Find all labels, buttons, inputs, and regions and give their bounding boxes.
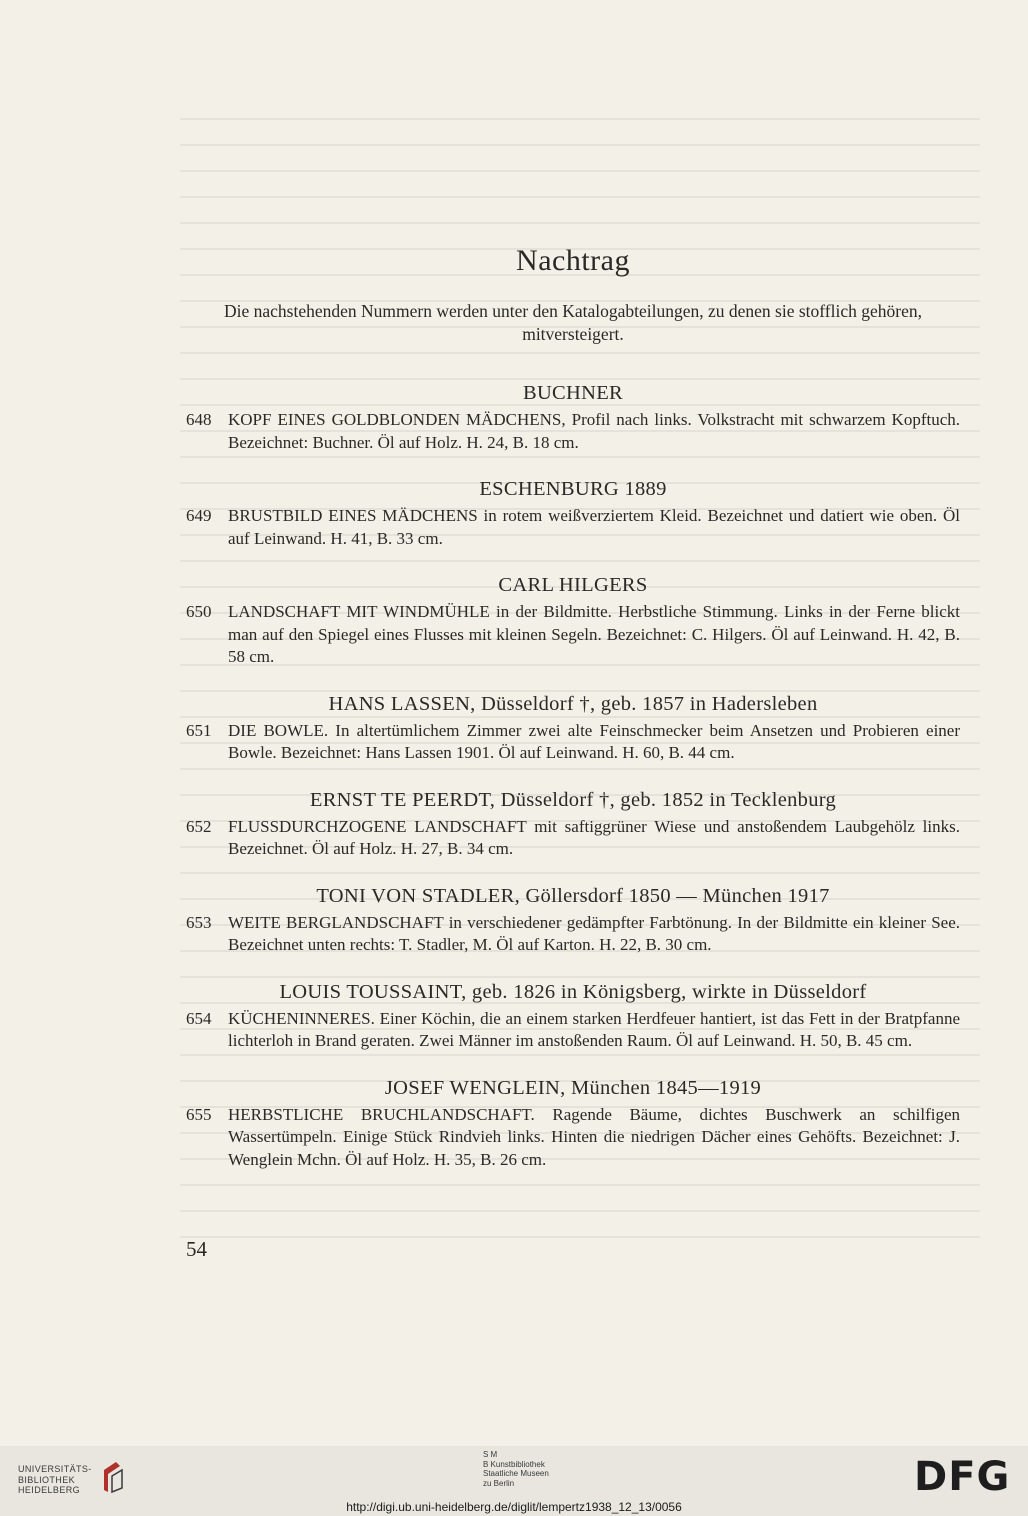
- lot-number: 650: [186, 602, 212, 621]
- smb-credit: [483, 1450, 549, 1488]
- university-library-name: [18, 1464, 92, 1496]
- artist-heading: LOUIS TOUSSAINT, geb. 1826 in Königsberg, wirkte in Düsseldorf: [279, 980, 867, 1003]
- footer-bar: [0, 1446, 1028, 1516]
- catalog-entry: [186, 912, 960, 957]
- lot-number: 648: [186, 410, 212, 429]
- catalog-section: [186, 883, 960, 957]
- university-line: UNIVERSITÄTS-: [18, 1464, 92, 1474]
- university-logo-icon: [98, 1460, 126, 1494]
- lot-description: LANDSCHAFT MIT WINDMÜHLE in der Bildmitte. Herbstliche Stimmung. Links in der Ferne blickt man auf den Spiegel eines Flusses mit kleinen Segeln. Bezeichnet: C. Hilgers. Öl auf Leinwand. H. 42, B. 58 cm.: [228, 602, 960, 666]
- lot-description: HERBSTLICHE BRUCHLANDSCHAFT. Ragende Bäume, dichtes Buschwerk an schilfigen Wassertümpeln. Einige Stück Rindvieh links. Hinten die niedrigen Dächer eines Gehöfts. Bezeichnet: J. Wenglein Mchn. Öl auf Holz. H. 35, B. 26 cm.: [228, 1104, 960, 1169]
- artist-heading: CARL HILGERS: [498, 574, 648, 596]
- artist-heading: ESCHENBURG 1889: [479, 478, 667, 500]
- lot-description: KÜCHENINNERES. Einer Köchin, die an einem starken Herdfeuer hantiert, ist das Fett in der Bratpfanne lichterloh in Brand geraten. Zwei Männer im anstoßenden Raum. Öl auf Leinwand. H. 50, B. 45 cm.: [228, 1008, 960, 1050]
- catalog-entry: [186, 505, 960, 550]
- page-number: 54: [186, 1237, 207, 1261]
- university-line: BIBLIOTHEK: [18, 1474, 76, 1485]
- smb-line: B Kunstbibliothek: [483, 1459, 545, 1469]
- lot-description: BRUSTBILD EINES MÄDCHENS in rotem weißverziertem Kleid. Bezeichnet und datiert wie oben. Öl auf Leinwand. H. 41, B. 33 cm.: [228, 506, 960, 548]
- page-title: Nachtrag: [516, 244, 630, 277]
- catalog-entry: [186, 816, 960, 861]
- lot-number: 649: [186, 506, 212, 525]
- lot-number: 652: [186, 816, 212, 836]
- artist-heading: JOSEF WENGLEIN, München 1845—1919: [384, 1076, 762, 1099]
- catalog-section: [186, 476, 960, 550]
- lot-number: 651: [186, 720, 212, 740]
- lot-description: KOPF EINES GOLDBLONDEN MÄDCHENS, Profil nach links. Volkstracht mit schwarzem Kopftuch. Bezeichnet: Buchner. Öl auf Holz. H. 24, B. 18 cm.: [228, 410, 960, 452]
- lot-description: WEITE BERGLANDSCHAFT in verschiedener gedämpfter Farbtönung. In der Bildmitte ein kleiner See. Bezeichnet unten rechts: T. Stadler, M. Öl auf Karton. H. 22, B. 30 cm.: [228, 912, 960, 954]
- catalog-section: [186, 787, 960, 861]
- artist-heading: TONI VON STADLER, Göllersdorf 1850 — München 1917: [316, 884, 830, 907]
- artist-heading: HANS LASSEN, Düsseldorf †, geb. 1857 in Hadersleben: [328, 692, 818, 715]
- artist-heading: ERNST TE PEERDT, Düsseldorf †, geb. 1852 in Tecklenburg: [309, 788, 837, 811]
- catalog-section: [186, 1075, 960, 1172]
- catalog-entry: [186, 720, 960, 765]
- lot-number: 653: [186, 912, 212, 932]
- catalog-section: [186, 979, 960, 1053]
- catalog-section: [186, 691, 960, 765]
- intro-text: Die nachstehenden Nummern werden unter den Katalogabteilungen, zu denen sie stofflich gehören, mitversteigert.: [224, 301, 922, 344]
- smb-line: S M: [483, 1450, 498, 1459]
- page-content: [186, 244, 960, 1193]
- lot-number: 655: [186, 1104, 212, 1124]
- source-url-link[interactable]: http://digi.ub.uni-heidelberg.de/diglit/lempertz1938_12_13/0056: [346, 1500, 682, 1514]
- lot-description: FLUSSDURCHZOGENE LANDSCHAFT mit saftiggrüner Wiese und anstoßendem Laubgehölz links. Bezeichnet. Öl auf Holz. H. 27, B. 34 cm.: [228, 816, 960, 858]
- smb-line: zu Berlin: [483, 1478, 515, 1488]
- catalog-entry: [186, 1008, 960, 1053]
- lot-number: 654: [186, 1008, 212, 1028]
- dfg-logo: DFG: [914, 1454, 1011, 1500]
- catalog-entry: [186, 1104, 960, 1172]
- catalog-entry: [186, 601, 960, 669]
- catalog-section: [186, 572, 960, 669]
- artist-heading: BUCHNER: [522, 382, 624, 404]
- smb-line: Staatliche Museen: [483, 1469, 549, 1478]
- catalog-entry: [186, 409, 960, 454]
- university-line: HEIDELBERG: [18, 1485, 81, 1495]
- lot-description: DIE BOWLE. In altertümlichem Zimmer zwei alte Feinschmecker beim Ansetzen und Probieren einer Bowle. Bezeichnet: Hans Lassen 1901. Öl auf Leinwand. H. 60, B. 44 cm.: [228, 720, 960, 762]
- catalog-section: [186, 380, 960, 454]
